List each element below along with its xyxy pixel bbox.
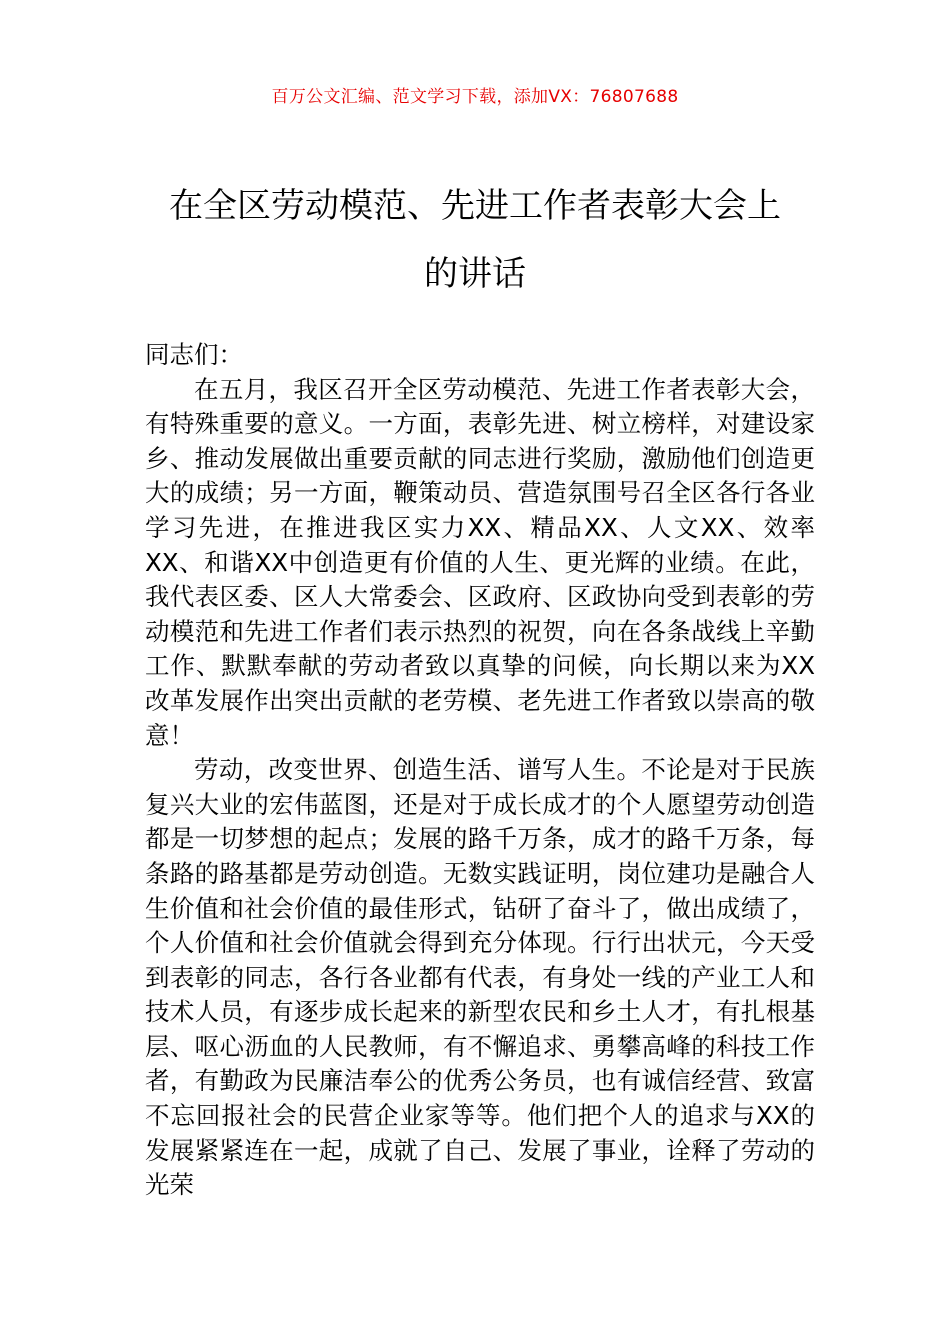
document-title	[140, 172, 810, 308]
body-paragraph-2: 劳动，改变世界、创造生活、谱写人生。不论是对于民族复兴大业的宏伟蓝图，还是对于成长成才的个人愿望劳动创造都是一切梦想的起点；发展的路千万条，成才的路千万条，每条路的路基都是劳动创造。无数实践证明，岗位建功是融合人生价值和社会价值的最佳形式，钻研了奋斗了，做出成绩了，个人价值和社会价值就会得到充分体现。行行出状元，今天受到表彰的同志，各行各业都有代表，有身处一线的产业工人和技术人员，有逐步成长起来的新型农民和乡土人才，有扎根基层、呕心沥血的人民教师，有不懈追求、勇攀高峰的科技工作者，有勤政为民廉洁奉公的优秀公务员，也有诚信经营、致富不忘回报社会的民营企业家等等。他们把个人的追求与XX的发展紧紧连在一起，成就了自己、发展了事业，诠释了劳动的光荣	[145, 755, 815, 1200]
salutation: 同志们：	[145, 340, 243, 369]
body-paragraph-1: 在五月，我区召开全区劳动模范、先进工作者表彰大会，有特殊重要的意义。一方面，表彰先进、树立榜样，对建设家乡、推动发展做出重要贡献的同志进行奖励，激励他们创造更大的成绩；另一方面，鞭策动员、营造氛围号召全区各行各业学习先进，在推进我区实力XX、精品XX、人文XX、效率XX、和谐XX中创造更有价值的人生、更光辉的业绩。在此，我代表区委、区人大常委会、区政府、区政协向受到表彰的劳动模范和先进工作者们表示热烈的祝贺，向在各条战线上辛勤工作、默默奉献的劳动者致以真挚的问候，向长期以来为XX改革发展作出突出贡献的老劳模、老先进工作者致以崇高的敬意！	[145, 374, 815, 750]
header-watermark-note: 百万公文汇编、范文学习下载，添加VX：76807688	[271, 87, 679, 107]
title-line-1: 在全区劳动模范、先进工作者表彰大会上	[169, 186, 781, 226]
title-line-2: 的讲话	[424, 254, 526, 294]
document-body	[145, 338, 815, 1203]
